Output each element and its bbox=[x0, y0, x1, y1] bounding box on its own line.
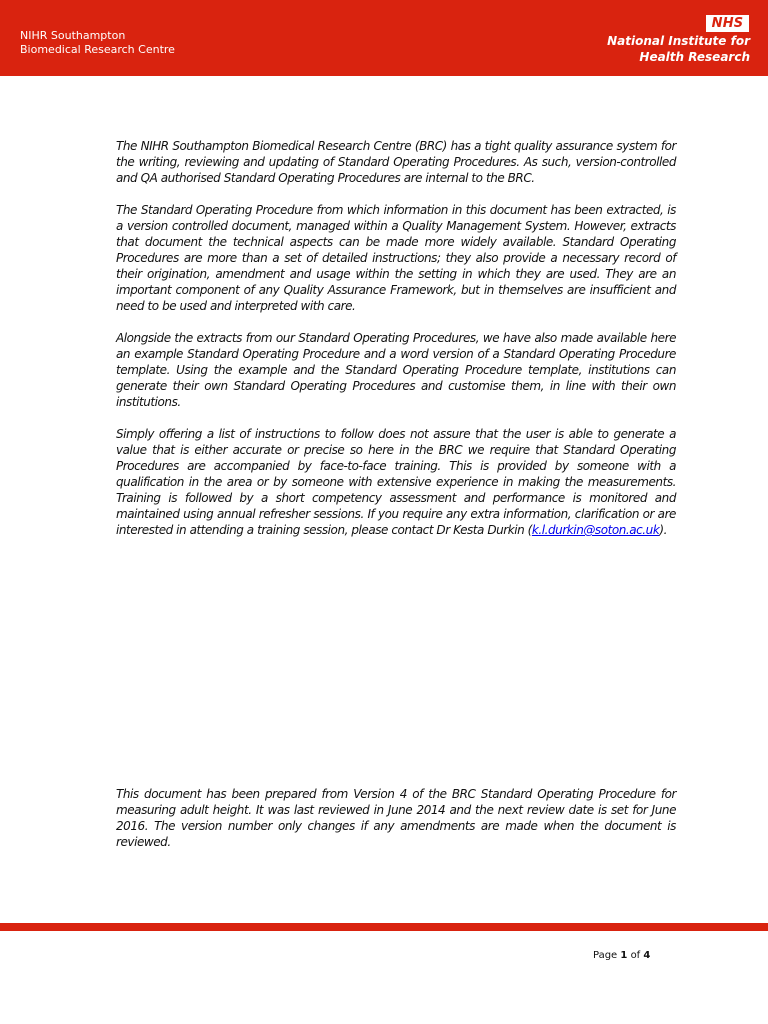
contact-email-link[interactable]: k.l.durkin@soton.ac.uk bbox=[531, 523, 660, 537]
page-of: of bbox=[630, 950, 641, 961]
organisation-name-line1: NIHR Southampton bbox=[20, 29, 126, 42]
training-text-end: ). bbox=[659, 523, 667, 537]
page-total: 4 bbox=[643, 950, 651, 961]
paragraph-sop-extracts: The Standard Operating Procedure from which information in this document has been extracted, is a version controlled document, managed within a Quality Management System. However, extracts that document the technical aspects can be made more widely available. Standard Operating Procedures are more than a set of detailed instructions; they also provide a necessary record of their origination, amendment and usage within the setting in which they are used. They are an important component of any Quality Assurance Framework, but in themselves are insufficient and need to be used and interpreted with care. bbox=[116, 203, 676, 313]
header-banner bbox=[0, 0, 768, 76]
document-version-note bbox=[116, 786, 676, 866]
page-number bbox=[593, 949, 650, 963]
page-label: Page bbox=[593, 950, 618, 961]
organisation-name bbox=[20, 29, 175, 57]
institute-name-line1: National Institute for bbox=[607, 34, 750, 48]
footer-divider bbox=[0, 923, 768, 931]
organisation-name-line2: Biomedical Research Centre bbox=[20, 43, 175, 56]
paragraph-version-info: This document has been prepared from Version 4 of the BRC Standard Operating Procedure for measuring adult height. It was last reviewed in June 2014 and the next review date is set for June 2016. The version number only changes if any amendments are made when the document is reviewed. bbox=[116, 787, 676, 849]
document-body bbox=[116, 138, 676, 554]
training-text: Simply offering a list of instructions to follow does not assure that the user is able to generate a value that is either accurate or precise so here in the BRC we require that Standard Operating Procedures are accompanied by face-to-face training. This is provided by someone with a qualification in the area or by someone with extensive experience in making the measurements. Training is followed by a short competency assessment and performance is monitored and maintained using annual refresher sessions. If you require any extra information, clarification or are interested in attending a training session, please contact Dr Kesta Durkin ( bbox=[116, 427, 676, 537]
page-current: 1 bbox=[620, 950, 628, 961]
paragraph-sop-template: Alongside the extracts from our Standard Operating Procedures, we have also made available here an example Standard Operating Procedure and a word version of a Standard Operating Procedure template. Using the example and the Standard Operating Procedure template, institutions can generate their own Standard Operating Procedures and customise them, in line with their own institutions. bbox=[116, 331, 676, 409]
paragraph-training bbox=[116, 426, 676, 538]
institute-name bbox=[607, 33, 750, 65]
paragraph-quality-assurance: The NIHR Southampton Biomedical Research Centre (BRC) has a tight quality assurance system for the writing, reviewing and updating of Standard Operating Procedures. As such, version-controlled and QA authorised Standard Operating Procedures are internal to the BRC. bbox=[116, 139, 676, 185]
nhs-logo: NHS bbox=[706, 15, 749, 32]
institute-name-line2: Health Research bbox=[639, 50, 750, 64]
